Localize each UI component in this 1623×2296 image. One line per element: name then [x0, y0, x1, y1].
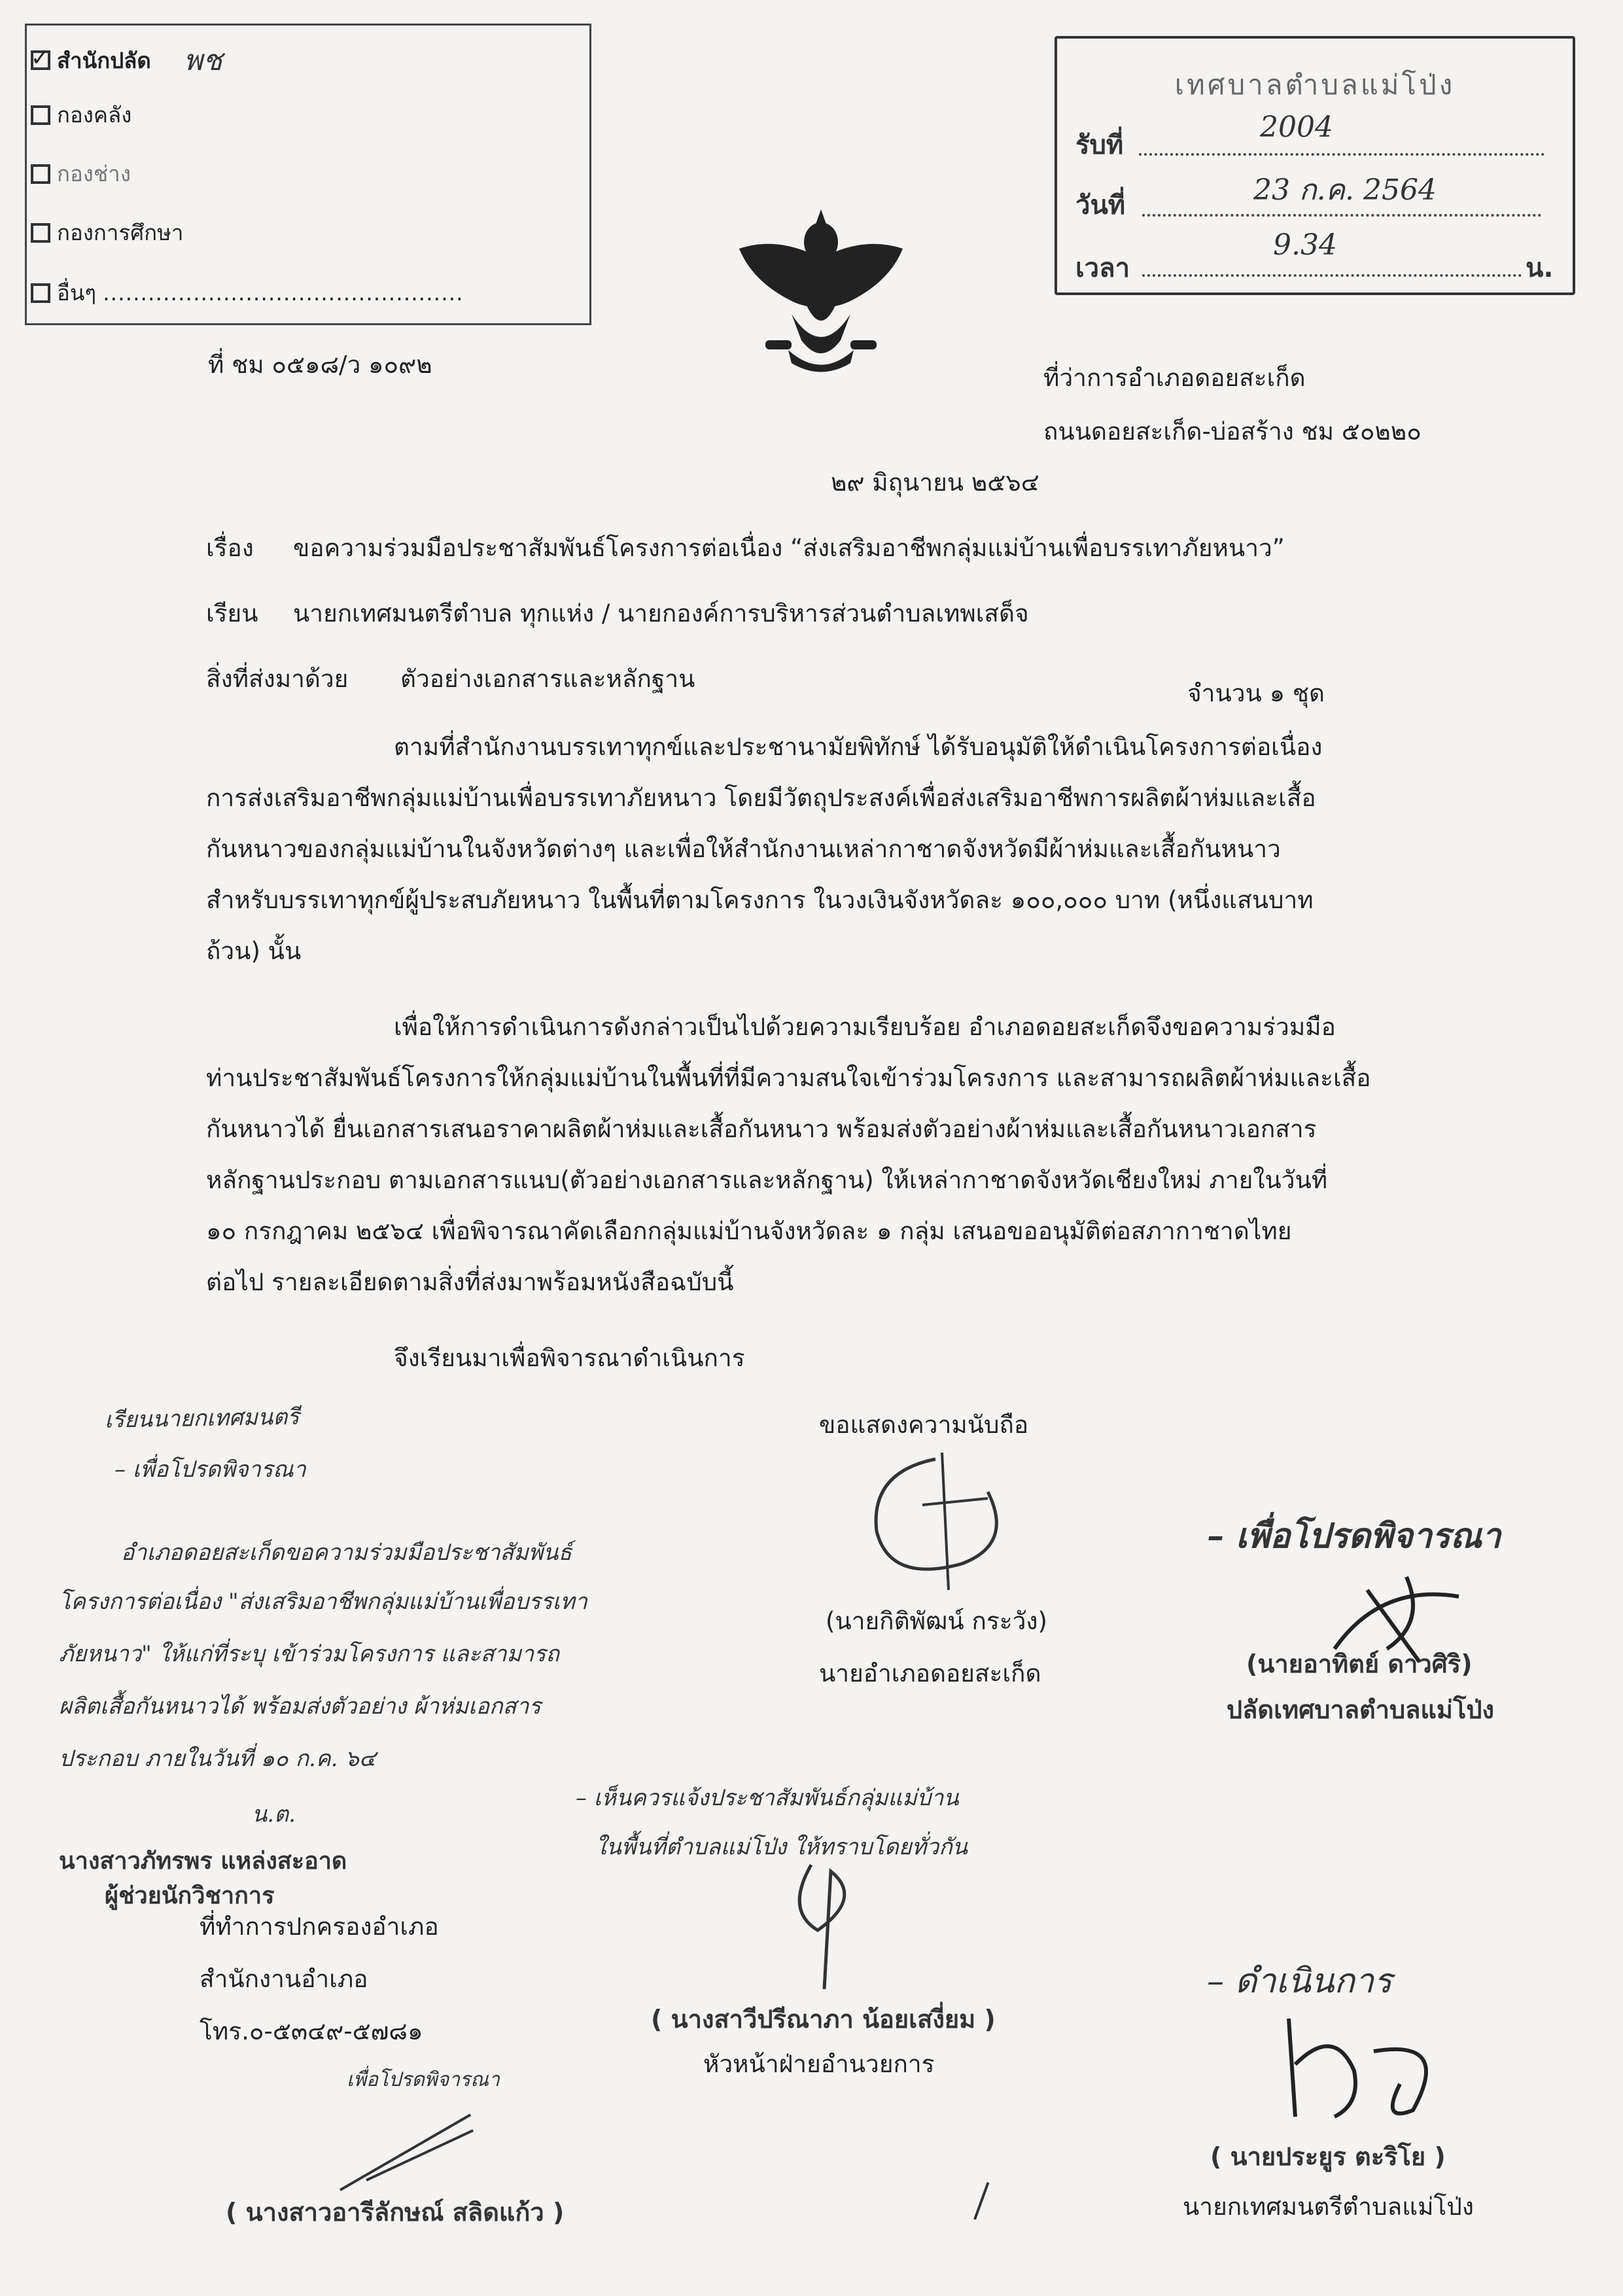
stamp-title-assistant: ผู้ช่วยนักวิชาการ: [105, 1882, 275, 1909]
handwritten-note-line: ผลิตเสื้อกันหนาวได้ พร้อมส่งตัวอย่าง ผ้าห่มเอกสาร: [59, 1693, 541, 1720]
district-chief-signature: [844, 1453, 1040, 1597]
regards-line: ขอแสดงความนับถือ: [819, 1411, 1029, 1439]
para2-line: ท่านประชาสัมพันธ์โครงการให้กลุ่มแม่บ้านในพื้นที่ที่มีความสนใจเข้าร่วมโครงการ และสามารถผลิตผ้าห่มและเสื้อ: [206, 1064, 1371, 1092]
officer-title: หัวหน้าฝ่ายอำนวยการ: [703, 2050, 935, 2078]
stamp-recv-value: 2004: [1260, 111, 1333, 144]
letter-date: ๒๙ มิถุนายน ๒๕๖๔: [831, 468, 1039, 497]
department-line2: สำนักงานอำเภอ: [200, 1965, 368, 1993]
deputy-title: ปลัดเทศบาลตำบลแม่โป่ง: [1227, 1695, 1495, 1724]
subject-label: เรื่อง: [206, 534, 254, 562]
handwritten-note-line: โครงการต่อเนื่อง "ส่งเสริมอาชีพกลุ่มแม่บ้านเพื่อบรรเทา: [59, 1589, 587, 1615]
stamp-time-value: 9.34: [1273, 228, 1337, 262]
enclosure-label: สิ่งที่ส่งมาด้วย: [206, 665, 349, 693]
stamp-date-label: วันที่: [1075, 190, 1126, 221]
handwritten-note-line: เรียนนายกเทศมนตรี: [104, 1404, 300, 1434]
para1-line: ตามที่สำนักงานบรรเทาทุกข์และประชานามัยพิทักษ์ ได้รับอนุมัติให้ดำเนินโครงการต่อเนื่อง: [394, 733, 1323, 761]
department-line1: ที่ทำการปกครองอำเภอ: [200, 1913, 439, 1941]
handwritten-note-line: อำเภอดอยสะเก็ดขอความร่วมมือประชาสัมพันธ์: [121, 1540, 572, 1566]
office-address-line2: ถนนดอยสะเก็ด-บ่อสร้าง ชม ๕๐๒๒๐: [1043, 417, 1422, 446]
closing-line: จึงเรียนมาเพื่อพิจารณาดำเนินการ: [394, 1344, 745, 1372]
officer-name: ( นางสาวีปรีณาภา น้อยเสงี่ยม ): [651, 2005, 996, 2034]
signature-stroke: [340, 2113, 471, 2191]
deputy-name: (นายอาทิตย์ ดาวศิริ): [1246, 1650, 1473, 1678]
para2-line: หลักฐานประกอบ ตามเอกสารแนบ(ตัวอย่างเอกสารและหลักฐาน) ให้เหล่ากาชาดจังหวัดเชียงใหม่ ภายในวันที่: [206, 1166, 1328, 1194]
para2-line: ต่อไป รายละเอียดตามสิ่งที่ส่งมาพร้อมหนังสือฉบับนี้: [206, 1268, 734, 1296]
mayor-signature: [1282, 2012, 1465, 2130]
routing-item-education[interactable]: กองการศึกษา: [31, 215, 183, 250]
handwritten-right-note1: – เพื่อโปรดพิจารณา: [1207, 1516, 1501, 1556]
stamp-title: เทศบาลตำบลแม่โป่ง: [1174, 69, 1456, 101]
para1-line: ถ้วน) นั้น: [206, 937, 302, 965]
enclosure-quantity: จำนวน ๑ ชุด: [1187, 679, 1325, 707]
clerk-name: ( นางสาวอารีลักษณ์ สลิดแก้ว ): [226, 2198, 565, 2227]
para2-line: กันหนาวได้ ยื่นเอกสารเสนอราคาผลิตผ้าห่มและเสื้อกันหนาว พร้อมส่งตัวอย่างผ้าห่มและเสื้อกันหนาวเอกสาร: [206, 1115, 1317, 1143]
para1-line: กันหนาวของกลุ่มแม่บ้านในจังหวัดต่างๆ และเพื่อให้สำนักงานเหล่ากาชาดจังหวัดมีผ้าห่มและเสื้อกันหนาว: [206, 835, 1281, 863]
routing-box: [25, 24, 591, 325]
receipt-stamp: [1055, 36, 1575, 295]
handwritten-note-line: ภัยหนาว" ให้แก่ที่ระบุ เข้าร่วมโครงการ และสามารถ: [59, 1641, 559, 1667]
handwritten-middle-note: – เห็นควรแจ้งประชาสัมพันธ์กลุ่มแม่บ้าน: [576, 1785, 959, 1811]
routing-item-other[interactable]: อื่นๆ ................................................: [31, 275, 464, 310]
reference-number: ที่ ชม ๐๕๑๘/ว ๑๐๙๒: [208, 351, 432, 379]
checkbox-icon[interactable]: [31, 105, 50, 125]
stamp-date-value: 23 ก.ค. 2564: [1253, 173, 1437, 207]
signature-stroke: [366, 2129, 474, 2181]
handwritten-middle-note: ในพื้นที่ตำบลแม่โป่ง ให้ทราบโดยทั่วกัน: [595, 1834, 968, 1860]
checkbox-icon[interactable]: [31, 223, 50, 243]
pen-mark: [973, 2182, 989, 2220]
para1-line: การส่งเสริมอาชีพกลุ่มแม่บ้านเพื่อบรรเทาภัยหนาว โดยมีวัตถุประสงค์เพื่อส่งเสริมอาชีพการผลิตผ้าห่มและเสื้อ: [206, 784, 1316, 812]
handwritten-note-line: ประกอบ ภายในวันที่ ๑๐ ก.ค. ๖๔: [59, 1746, 376, 1772]
stamp-recv-label: รับที่: [1075, 130, 1124, 160]
signer-name: (นายกิติพัฒน์ กระวัง): [826, 1607, 1047, 1635]
routing-item-engineering[interactable]: กองช่าง: [31, 156, 131, 191]
signer-title: นายอำเภอดอยสะเก็ด: [819, 1659, 1041, 1687]
routing-item-finance[interactable]: กองคลัง: [31, 97, 131, 132]
enclosure-text: ตัวอย่างเอกสารและหลักฐาน: [400, 665, 695, 693]
handwritten-initial: น.ต.: [252, 1801, 296, 1828]
para2-line: เพื่อให้การดำเนินการดังกล่าวเป็นไปด้วยความเรียบร้อย อำเภอดอยสะเก็ดจึงขอความร่วมมือ: [394, 1013, 1336, 1041]
officer-signature: [772, 1858, 890, 1996]
routing-item-office[interactable]: ✓ สำนักปลัด พช: [31, 44, 222, 77]
checkbox-icon[interactable]: [31, 283, 50, 303]
para1-line: สำหรับบรรเทาทุกข์ผู้ประสบภัยหนาว ในพื้นที่ตามโครงการ ในวงเงินจังหวัดละ ๑๐๐,๐๐๐ บาท (หนึ่งแสนบาท: [206, 886, 1314, 914]
mayor-title: นายกเทศมนตรีตำบลแม่โป่ง: [1183, 2193, 1474, 2221]
to-label: เรียน: [206, 599, 258, 627]
checkbox-checked-icon[interactable]: ✓: [31, 45, 50, 71]
handwritten-right-note2: – ดำเนินการ: [1207, 1962, 1392, 2001]
garuda-emblem-icon: [726, 209, 916, 380]
stamp-name-assistant: นางสาวภัทรพร แหล่งสะอาด: [59, 1848, 347, 1875]
handwritten-note-line: – เพื่อโปรดพิจารณา: [114, 1457, 306, 1483]
office-address-line1: ที่ว่าการอำเภอดอยสะเก็ด: [1043, 364, 1306, 392]
mayor-name: ( นายประยูร ตะริโย ): [1210, 2142, 1446, 2171]
checkbox-icon[interactable]: [31, 164, 50, 184]
para2-line: ๑๐ กรกฎาคม ๒๕๖๔ เพื่อพิจารณาคัดเลือกกลุ่มแม่บ้านจังหวัดละ ๑ กลุ่ม เสนอขออนุมัติต่อสภากาชาดไทย: [206, 1217, 1292, 1245]
stamp-time-label: เวลา: [1075, 253, 1130, 283]
handwritten-bottom-note: เพื่อโปรดพิจารณา: [347, 2068, 500, 2091]
subject-text: ขอความร่วมมือประชาสัมพันธ์โครงการต่อเนื่อง “ส่งเสริมอาชีพกลุ่มแม่บ้านเพื่อบรรเทาภัยหนาว”: [293, 534, 1285, 562]
telephone-number: โทร.๐-๕๓๔๙-๕๗๘๑: [200, 2017, 423, 2045]
to-text: นายกเทศมนตรีตำบล ทุกแห่ง / นายกองค์การบริหารส่วนตำบลเทพเสด็จ: [293, 599, 1029, 627]
stamp-time-suffix: น.: [1526, 253, 1554, 283]
